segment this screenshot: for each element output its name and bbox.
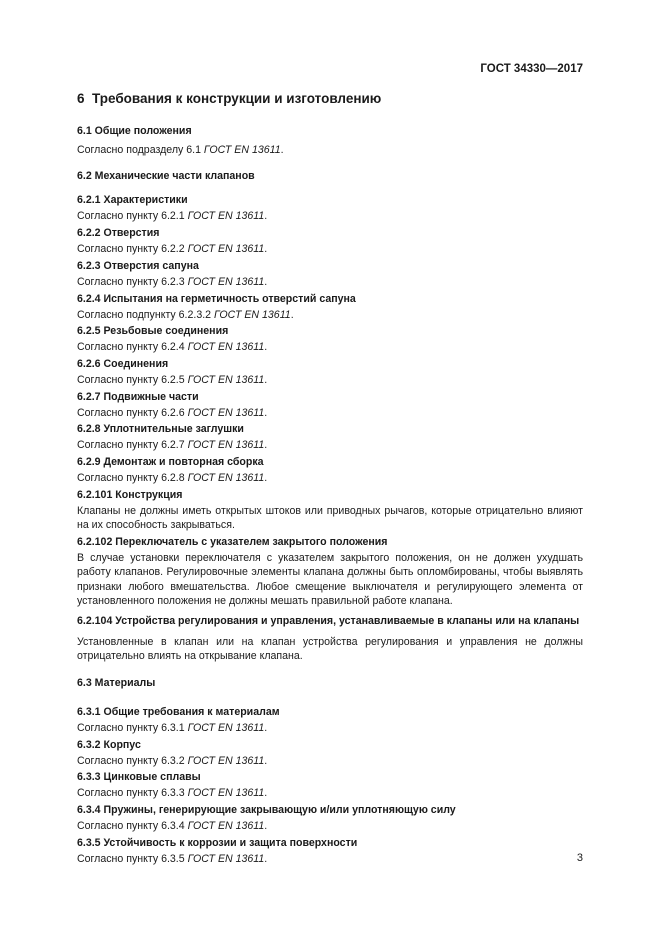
text-suffix: .: [264, 373, 268, 386]
clause-item: [77, 357, 583, 387]
clause-heading: 6.3.3 Цинковые сплавы: [77, 771, 201, 784]
clause-text: [77, 471, 583, 485]
text-prefix: Согласно пункту 6.2.8: [77, 472, 188, 485]
clause-heading: 6.3.4 Пружины, генерирующие закрывающую и/или уплотняющую силу: [77, 804, 456, 817]
clause-text: [77, 438, 583, 452]
standard-reference: ГОСТ EN 13611: [187, 852, 265, 865]
clause-heading: 6.3.2 Корпус: [77, 738, 141, 751]
clause-heading: 6.2.3 Отверстия сапуна: [77, 259, 199, 272]
standard-reference: ГОСТ EN 13611: [187, 787, 265, 800]
text-suffix: .: [264, 852, 268, 865]
text-prefix: Согласно пункту 6.2.3: [77, 275, 188, 288]
page-number: 3: [576, 852, 583, 864]
clause-item: [77, 738, 583, 768]
clause-heading: 6.3.1 Общие требования к материалам: [77, 705, 280, 718]
clause-item: [77, 770, 583, 800]
clause-heading: 6.2.6 Соединения: [77, 357, 169, 370]
section-number: 6: [77, 91, 85, 106]
clause-text: Клапаны не должны иметь открытых штоков или приводных рычагов, которые отрицательно влияют на их способность закрываться.: [77, 504, 583, 532]
subsection-heading: 6.1 Общие положения: [77, 125, 192, 137]
text-suffix: .: [280, 144, 284, 156]
clause-item: [77, 324, 583, 354]
clause-item: [77, 836, 583, 866]
clause-item: [77, 259, 583, 289]
text-prefix: Согласно пункту 6.3.3: [77, 787, 188, 800]
clause-item: [77, 390, 583, 420]
standard-reference: ГОСТ EN 13611: [187, 820, 265, 833]
standard-reference: ГОСТ EN 13611: [187, 210, 265, 223]
standard-reference: ГОСТ EN 13611: [187, 439, 265, 452]
text-suffix: .: [264, 787, 268, 800]
text-prefix: Согласно подпункту 6.2.3.2: [77, 308, 214, 321]
subsection-heading: 6.2 Механические части клапанов: [77, 170, 255, 183]
clause-heading: 6.2.1 Характеристики: [77, 194, 188, 207]
text-suffix: .: [264, 406, 268, 419]
text-prefix: Согласно пункту 6.3.2: [77, 754, 188, 767]
items-6-2: [77, 193, 583, 485]
section-title: [77, 89, 583, 109]
clause-heading: 6.2.104 Устройства регулирования и управления, устанавливаемые в клапаны или на клапаны: [77, 615, 580, 628]
clause-text: [77, 275, 583, 289]
standard-reference: ГОСТ EN 13611: [187, 472, 265, 485]
standard-reference: ГОСТ EN 13611: [187, 721, 265, 734]
standard-reference: ГОСТ EN 13611: [187, 341, 265, 354]
clause-text: [77, 340, 583, 354]
clause-text: [77, 754, 583, 768]
text-prefix: Согласно пункту 6.2.5: [77, 373, 188, 386]
text-suffix: .: [264, 754, 268, 767]
clause-item: [77, 705, 583, 735]
clause-text: [77, 786, 583, 800]
text-prefix: Согласно пункту 6.2.1: [77, 210, 188, 223]
clause-text: [77, 819, 583, 833]
paragraph-6-2-101: [77, 488, 583, 533]
clause-item: [77, 193, 583, 223]
text-prefix: Согласно пункту 6.2.2: [77, 243, 188, 256]
page-content: [77, 89, 583, 869]
clause-item: [77, 455, 583, 485]
standard-reference: ГОСТ EN 13611: [214, 308, 291, 321]
clause-heading: 6.2.5 Резьбовые соединения: [77, 325, 229, 338]
items-6-3: [77, 705, 583, 866]
document-code: ГОСТ 34330—2017: [480, 63, 583, 75]
clause-heading: 6.3.5 Устойчивость к коррозии и защита поверхности: [77, 836, 358, 849]
text-suffix: .: [264, 275, 268, 288]
section-title-text: Требования к конструкции и изготовлению: [92, 91, 382, 106]
subsection-text: [77, 143, 583, 157]
text-suffix: .: [264, 820, 268, 833]
text-prefix: Согласно пункту 6.3.1: [77, 721, 188, 734]
clause-text: [77, 209, 583, 223]
standard-reference: ГОСТ EN 13611: [203, 144, 281, 156]
clause-heading: 6.2.9 Демонтаж и повторная сборка: [77, 456, 264, 469]
standard-reference: ГОСТ EN 13611: [187, 243, 265, 256]
clause-text: [77, 721, 583, 735]
clause-text: [77, 852, 583, 866]
text-suffix: .: [264, 341, 268, 354]
text-prefix: Согласно пункту 6.2.4: [77, 341, 188, 354]
clause-heading: 6.2.101 Конструкция: [77, 488, 183, 501]
text-suffix: .: [264, 439, 268, 452]
clause-text: Установленные в клапан или на клапан устройства регулирования и управления не должны отрицательно влиять на открывание клапана.: [77, 635, 583, 663]
text-suffix: .: [264, 243, 268, 256]
clause-item: [77, 292, 583, 322]
clause-heading: 6.2.2 Отверстия: [77, 227, 160, 240]
text-prefix: Согласно пункту 6.3.5: [77, 852, 188, 865]
text-suffix: .: [264, 721, 268, 734]
clause-heading: 6.2.8 Уплотнительные заглушки: [77, 423, 244, 436]
clause-heading: 6.2.102 Переключатель с указателем закрытого положения: [77, 535, 388, 548]
text-prefix: Согласно пункту 6.2.6: [77, 406, 188, 419]
clause-text: [77, 406, 583, 420]
paragraph-6-2-104: [77, 614, 583, 663]
clause-heading: 6.2.4 Испытания на герметичность отверстий сапуна: [77, 292, 356, 305]
standard-reference: ГОСТ EN 13611: [187, 406, 265, 419]
standard-reference: ГОСТ EN 13611: [187, 373, 265, 386]
text-suffix: .: [264, 210, 268, 223]
standard-reference: ГОСТ EN 13611: [187, 754, 265, 767]
clause-text: В случае установки переключателя с указателем закрытого положения, он не должен ухудшать работу клапанов. Регулировочные элементы клапана должны быть опломбированы, чтобы выявлять признаки любого вмешательства. Любое смещение выключателя и регулирующего элемента от установленного положения не должны мешать правильной работе клапана.: [77, 551, 583, 608]
text-prefix: Согласно пункту 6.2.7: [77, 439, 188, 452]
clause-item: [77, 422, 583, 452]
subsection-heading: 6.3 Материалы: [77, 676, 156, 689]
clause-item: [77, 226, 583, 256]
text-suffix: .: [290, 308, 294, 321]
standard-reference: ГОСТ EN 13611: [187, 275, 265, 288]
paragraph-6-2-102: [77, 535, 583, 609]
clause-text: [77, 373, 583, 387]
clause-item: [77, 803, 583, 833]
text-prefix: Согласно пункту 6.3.4: [77, 820, 188, 833]
clause-heading: 6.2.7 Подвижные части: [77, 390, 199, 403]
clause-text: [77, 242, 583, 256]
clause-text: [77, 308, 583, 322]
text-prefix: Согласно подразделу 6.1: [77, 144, 204, 156]
text-suffix: .: [264, 472, 268, 485]
